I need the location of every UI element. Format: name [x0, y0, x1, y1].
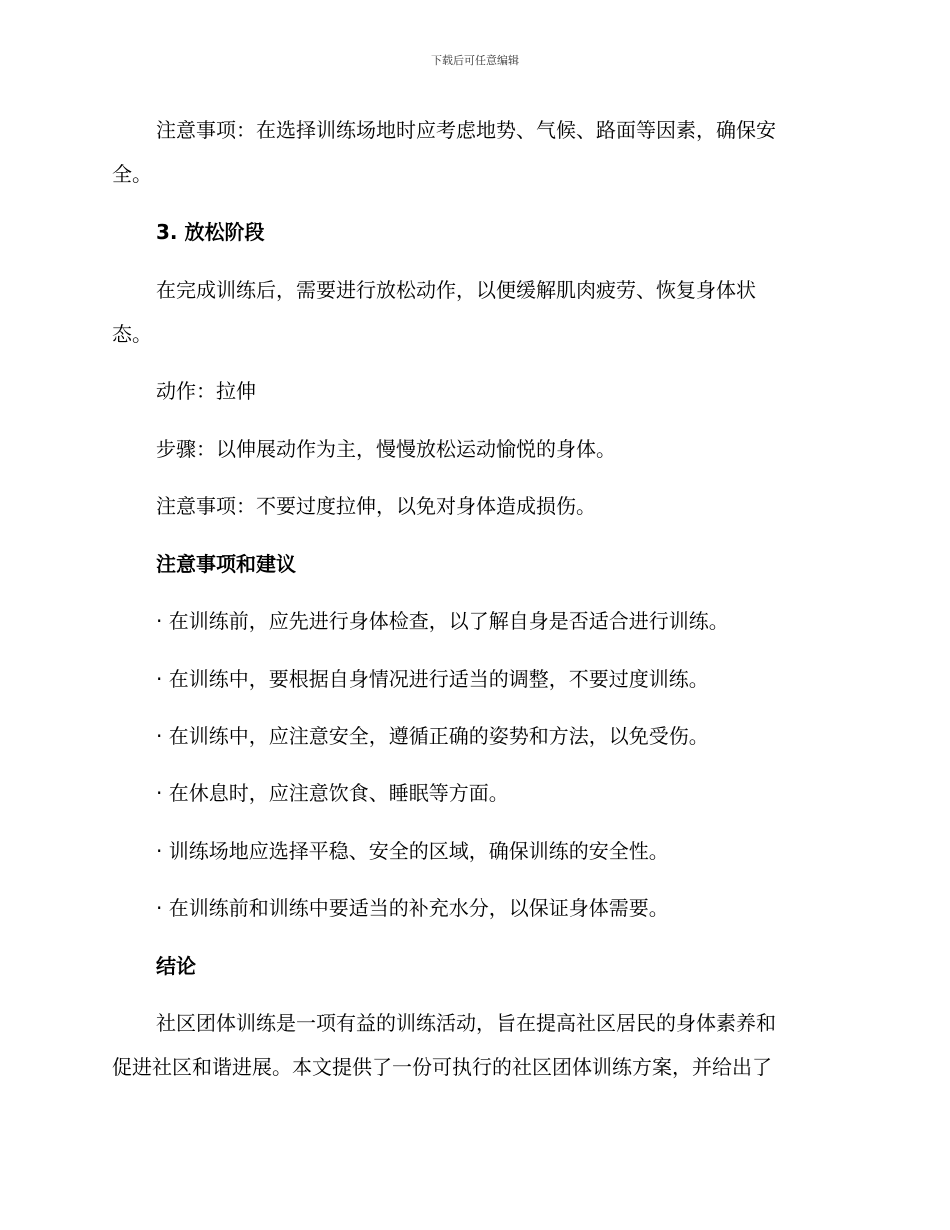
- advice-item: · 训练场地应选择平稳、安全的区域，确保训练的安全性。: [156, 839, 669, 863]
- advice-item: · 在训练前和训练中要适当的补充水分，以保证身体需要。: [156, 896, 669, 920]
- section3-note: 注意事项：不要过度拉伸，以免对身体造成损伤。: [156, 494, 596, 518]
- section3-intro-line1: 在完成训练后，需要进行放松动作，以便缓解肌肉疲劳、恢复身体状: [156, 278, 756, 302]
- section1-note-line1: 注意事项：在选择训练场地时应考虑地势、气候、路面等因素，确保安: [156, 118, 776, 142]
- conclusion-line2: 促进社区和谐进展。本文提供了一份可执行的社区团体训练方案，并给出了: [112, 1055, 772, 1079]
- advice-heading: 注意事项和建议: [156, 552, 296, 576]
- section3-steps: 步骤：以伸展动作为主，慢慢放松运动愉悦的身体。: [156, 437, 616, 461]
- advice-item: · 在训练中，要根据自身情况进行适当的调整，不要过度训练。: [156, 667, 709, 691]
- page-header: 下载后可任意编辑: [431, 54, 519, 67]
- section3-intro-line2: 态。: [112, 322, 152, 346]
- advice-item: · 在训练中，应注意安全，遵循正确的姿势和方法，以免受伤。: [156, 724, 709, 748]
- section1-note-line2: 全。: [112, 162, 152, 186]
- section3-heading: 3. 放松阶段: [156, 220, 265, 244]
- conclusion-heading: 结论: [156, 954, 196, 978]
- conclusion-line1: 社区团体训练是一项有益的训练活动，旨在提高社区居民的身体素养和: [156, 1011, 776, 1035]
- section3-action: 动作：拉伸: [156, 379, 256, 403]
- advice-item: · 在训练前，应先进行身体检查，以了解自身是否适合进行训练。: [156, 609, 729, 633]
- advice-item: · 在休息时，应注意饮食、睡眠等方面。: [156, 781, 509, 805]
